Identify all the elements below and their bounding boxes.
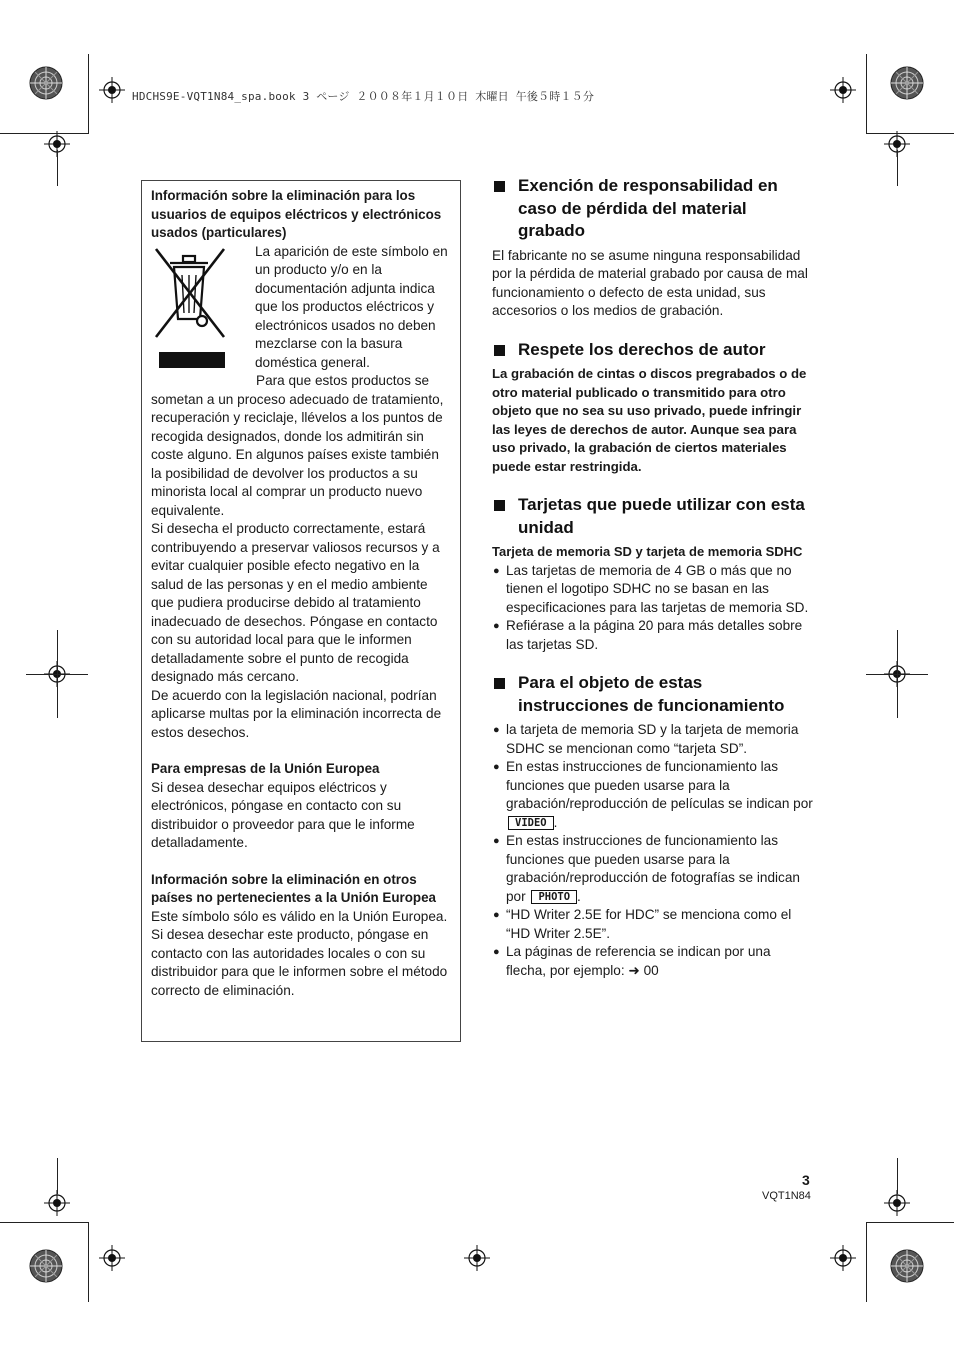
right-column bbox=[492, 175, 814, 980]
non-eu-text: Este símbolo sólo es válido en la Unión Europea. bbox=[151, 908, 448, 924]
subheading: Tarjeta de memoria SD y tarjeta de memoria SDHC bbox=[492, 544, 803, 559]
list-item: ● En estas instrucciones de funcionamiento las funciones que pueden usarse para la grabación/reproducción de fotografías se indican por PHOTO . bbox=[493, 833, 800, 904]
registration-mark-icon bbox=[99, 1245, 125, 1271]
registration-mark-icon bbox=[464, 1245, 490, 1271]
section-heading: Respete los derechos de autor bbox=[492, 339, 814, 362]
crop-mark bbox=[897, 1158, 898, 1194]
bullet-icon: ● bbox=[493, 724, 500, 736]
crop-mark bbox=[866, 674, 928, 675]
list-item: ● “HD Writer 2.5E for HDC” se menciona como el “HD Writer 2.5E”. bbox=[493, 907, 792, 941]
square-bullet-icon bbox=[494, 500, 505, 511]
section-heading: Exención de responsabilidad en caso de pérdida del material grabado bbox=[492, 175, 814, 243]
disposal-paragraph: Para que estos productos se sometan a un proceso adecuado de tratamiento, recuperación y reciclaje, llévelos a los puntos de recogida designados, donde los admitirán sin coste alguno. En algunos países existe también la posibilidad de devolver los productos a su minorista local al comprar un producto nuevo equivalente. bbox=[151, 373, 444, 518]
list-item: ● Refiérase a la página 20 para más detalles sobre las tarjetas SD. bbox=[493, 618, 803, 652]
square-bullet-icon bbox=[494, 678, 505, 689]
square-bullet-icon bbox=[494, 345, 505, 356]
crossed-out-bin-symbol bbox=[151, 245, 247, 369]
bullet-icon: ● bbox=[493, 909, 500, 921]
section-body: El fabricante no se asume ninguna responsabilidad por la pérdida de material grabado por causa de mal funcionamiento o defecto de esta unidad, sus accesorios o los medios de grabación. bbox=[492, 247, 808, 318]
crop-mark bbox=[866, 1222, 867, 1302]
bullet-icon: ● bbox=[493, 620, 500, 632]
crop-mark bbox=[88, 1222, 89, 1302]
crop-mark bbox=[26, 674, 88, 675]
page-number: 3 bbox=[802, 1172, 810, 1188]
disposal-paragraph: De acuerdo con la legislación nacional, podrían aplicarse multas por la eliminación incorrecta de estos desechos. bbox=[151, 687, 442, 740]
disposal-paragraph: Si desecha el producto correctamente, estará contribuyendo a preservar valiosos recursos y a evitar cualquier posible efecto negativo en la salud de las personas y en el medio ambiente que pudiera producirse debido al tratamiento inadecuado de desechos. Póngase en contacto con su autoridad local para que le informen detalladamente sobre el punto de recogida designado más cercano. bbox=[151, 521, 440, 684]
list-item: ● Las tarjetas de memoria de 4 GB o más que no tienen el logotipo SDHC no se basan en las especificaciones para las tarjetas de memoria SD. bbox=[493, 562, 809, 615]
crop-mark bbox=[0, 133, 88, 134]
section-heading: Para el objeto de estas instrucciones de funcionamiento bbox=[492, 672, 814, 717]
section-heading: Tarjetas que puede utilizar con esta unidad bbox=[492, 494, 814, 539]
crop-mark bbox=[0, 1222, 88, 1223]
color-rosette-icon bbox=[890, 66, 924, 100]
photo-mode-tag: PHOTO bbox=[531, 890, 577, 904]
crop-mark bbox=[57, 150, 58, 186]
color-rosette-icon bbox=[29, 66, 63, 100]
bullet-icon: ● bbox=[493, 946, 500, 958]
list-item: ● En estas instrucciones de funcionamiento las funciones que pueden usarse para la grabación/reproducción de películas se indican por VIDEO . bbox=[493, 759, 813, 830]
section-body: La grabación de cintas o discos pregrabados o de otro material publicado o transmitido para otro objeto que no sea su uso privado, puede infringir las leyes de derechos de autor. Aunque sea para uso privado, la grabación de ciertos materiales puede estar restringida. bbox=[492, 366, 807, 474]
color-rosette-icon bbox=[29, 1249, 63, 1283]
crossed-out-bin-icon bbox=[152, 245, 228, 347]
video-mode-tag: VIDEO bbox=[508, 816, 554, 830]
crop-mark bbox=[897, 150, 898, 186]
crop-mark bbox=[88, 54, 89, 134]
registration-mark-icon bbox=[99, 77, 125, 103]
crop-mark bbox=[866, 1222, 954, 1223]
disposal-title: Información sobre la eliminación para los usuarios de equipos eléctricos y electrónicos usados (particulares) bbox=[151, 188, 442, 240]
bullet-icon: ● bbox=[493, 564, 500, 577]
black-bar-mark bbox=[159, 352, 225, 368]
bullet-icon: ● bbox=[493, 761, 500, 773]
non-eu-title: Información sobre la eliminación en otros países no pertenecientes a la Unión Europea bbox=[151, 871, 437, 905]
crop-mark bbox=[57, 1158, 58, 1194]
color-rosette-icon bbox=[890, 1249, 924, 1283]
weee-disposal-box bbox=[141, 180, 461, 1042]
non-eu-text: Si desea desechar este producto, póngase en contacto con las autoridades locales o con su distribuidor para que le informen sobre el método correcto de eliminación. bbox=[151, 927, 448, 998]
crop-mark bbox=[866, 54, 867, 134]
eu-business-title: Para empresas de la Unión Europea bbox=[151, 761, 380, 776]
model-code: VQT1N84 bbox=[762, 1190, 811, 1202]
bullet-icon: ● bbox=[493, 835, 500, 847]
list-item: ● la tarjeta de memoria SD y la tarjeta de memoria SDHC se mencionan como “tarjeta SD”. bbox=[493, 722, 799, 756]
list-item: ● La páginas de referencia se indican por una flecha, por ejemplo: ➜ 00 bbox=[493, 944, 771, 978]
registration-mark-icon bbox=[830, 1245, 856, 1271]
registration-mark-icon bbox=[830, 77, 856, 103]
eu-business-text: Si desea desechar equipos eléctricos y electrónicos, póngase en contacto con su distribuidor o proveedor para que le informe detalladamente. bbox=[151, 779, 415, 850]
square-bullet-icon bbox=[494, 181, 505, 192]
disposal-intro: La aparición de este símbolo en un producto y/o en la documentación adjunta indica que los productos eléctricos y electrónicos usados no deben mezclarse con la basura doméstica general. bbox=[255, 243, 448, 370]
print-header: HDCHS9E-VQT1N84_spa.book 3 ページ ２００８年１月１０日 木曜日 午後５時１５分 bbox=[132, 90, 595, 103]
crop-mark bbox=[866, 133, 954, 134]
